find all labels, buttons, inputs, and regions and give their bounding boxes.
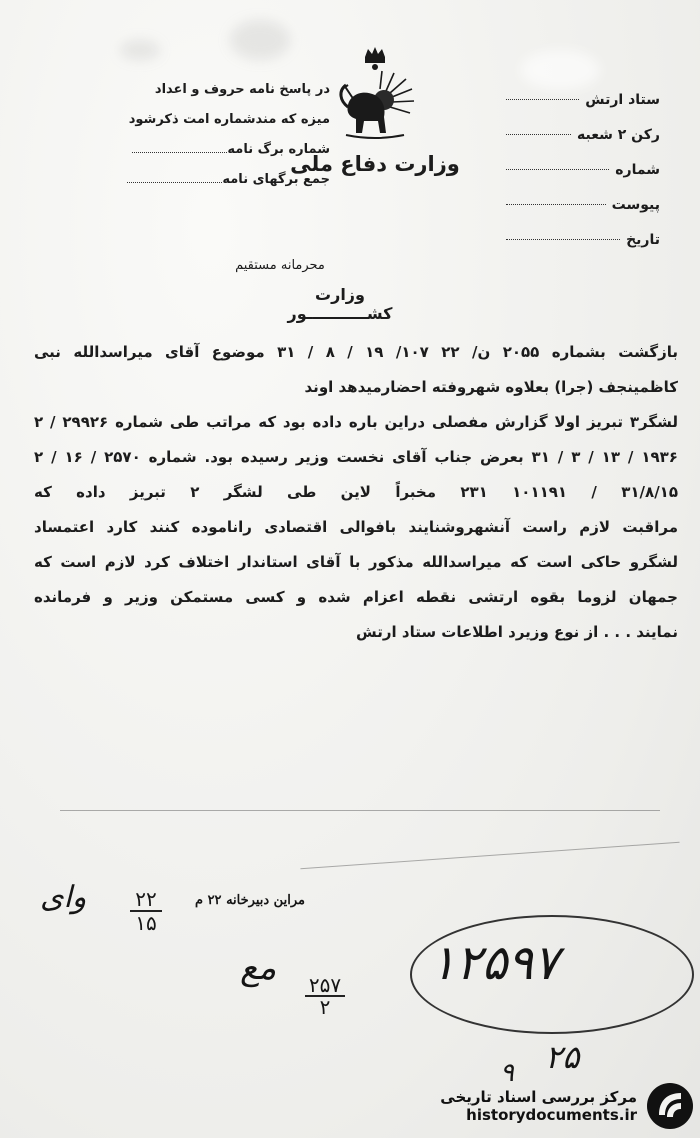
body-line: مراقبت لازم راست آنشهروشنایند بافوالی اقتصادی راناموده کنند کارد اعتمساد xyxy=(34,518,678,536)
field-label: ستاد ارتش xyxy=(585,91,660,108)
fraction-bottom: ۲ xyxy=(319,995,331,1019)
reply-instruction-line2: میزه که مندشماره امت ذکرشود xyxy=(128,112,330,127)
handwritten-number: ۲۵ xyxy=(545,1038,580,1076)
body-line: بازگشت بشماره ۲۰۵۵ ن/ ۲۲ ۱۰۷/ ۱۹ / ۸ / ۳۱ موضوع آقای میراسدالله نبی xyxy=(34,343,678,361)
archive-logo-icon xyxy=(645,1081,695,1131)
confidential-note: محرمانه مستقیم xyxy=(235,258,325,273)
header-field xyxy=(500,117,660,152)
blank-line xyxy=(506,239,620,240)
reply-instruction-line1: در پاسخ نامه حروف و اعداد xyxy=(154,82,330,97)
handwritten-fraction xyxy=(130,888,162,934)
fraction-bottom: ۱۵ xyxy=(135,911,157,935)
stamp-number: ۱۲۵۹۷ xyxy=(430,935,559,991)
fold-line xyxy=(60,810,660,811)
field-label: شماره xyxy=(615,161,660,178)
ministry-title: وزارت دفاع ملی xyxy=(290,152,460,176)
header-field xyxy=(500,152,660,187)
header-fields xyxy=(500,82,660,257)
paper-stain xyxy=(230,20,290,60)
watermark-texts xyxy=(440,1088,637,1124)
body-line: ۳۱/۸/۱۵ / ۱۰۱۱۹۱ ۲۳۱ مخبراً لاین طی لشگر ۲ تبریز داده که xyxy=(34,483,678,501)
body-line: نمایند . . . از نوع وزیرد اطلاعات ستاد ارتش xyxy=(356,623,678,641)
header-field xyxy=(500,187,660,222)
reply-instructions xyxy=(60,82,330,202)
watermark-url: historydocuments.ir xyxy=(466,1106,637,1124)
sheet-number-label: شماره برگ نامه xyxy=(227,142,330,157)
body-line: جمهان لزوما بقوه ارتشی نقطه اعزام شده و کسی مستمکن وزیر و فرمانده xyxy=(34,588,678,606)
blank-line xyxy=(506,134,571,135)
sheet-total-row xyxy=(60,172,330,202)
header-field xyxy=(500,222,660,257)
body-line: کاظمینجف (جرا) بعلاوه شهروفته احضارمیدهد اوند xyxy=(304,378,678,396)
header-field xyxy=(500,82,660,117)
addressee: وزارت کشـــــــــــور xyxy=(287,285,393,323)
body-line: لشگرو حاکی است که میراسدالله مذکور با آقای استاندار اختلاف کرد لازم است که xyxy=(34,553,678,571)
blank-line xyxy=(506,169,609,170)
lion-and-sun-emblem-icon xyxy=(320,45,430,155)
fold-line xyxy=(300,842,679,870)
handwritten-number: ۹ xyxy=(500,1058,514,1088)
handwritten-signature: وای xyxy=(40,880,87,915)
field-label: پیوست xyxy=(611,196,660,213)
blank-line xyxy=(132,152,227,153)
body-line: لشگر۳ تبریز اولا گزارش مفصلی دراین باره داده بود که مراتب طی شماره ۲۹۹۲۶ / ۲ xyxy=(34,413,678,431)
blank-line xyxy=(506,204,606,205)
handwritten-scribble: مع xyxy=(240,948,277,988)
watermark-persian: مرکز بررسی اسناد تاریخی xyxy=(440,1088,637,1106)
blank-line xyxy=(506,99,579,100)
field-label: تاریخ xyxy=(626,231,660,248)
fraction-top: ۲۲ xyxy=(135,887,157,911)
sheet-total-label: جمع برگهای نامه xyxy=(222,172,330,187)
letter-body xyxy=(34,335,678,650)
field-label: رکن ۲ شعبه xyxy=(577,126,660,143)
watermark xyxy=(415,1078,695,1134)
handwritten-note: مراین دبیرخانه ۲۲ م xyxy=(195,893,305,908)
body-line: ۱۹۳۶ / ۱۳ / ۳ / ۳۱ بعرض جناب آقای نخست وزیر رسیده بود. شماره ۲۵۷۰ / ۱۶ / ۲ xyxy=(34,448,678,466)
blank-line xyxy=(127,182,222,183)
handwritten-fraction-2 xyxy=(305,975,345,1017)
paper-stain xyxy=(120,40,160,60)
fraction-top: ۲۵۷ xyxy=(308,973,342,997)
